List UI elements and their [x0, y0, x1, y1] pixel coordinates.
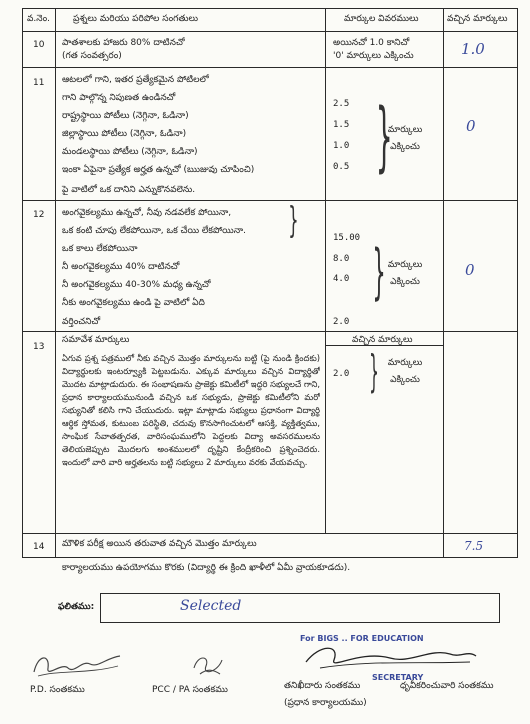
row13-paragraph: ఏగువ ప్రశ్న పత్రములో నీకు వచ్చిన మొత్తం మార్కులను బట్టి (పై నుండి క్రిందకు) విద్యార్థులకు ఇంటర్వ్యూకి పెట్టబడును. ఎక్కువ మార్కులు వచ్చిన విద్యార్థితో మొదట మాట్లాడుదురు. ఈ సంభాషణను ప్రాజెక్టు కమిటీలో ఇద్దరి సభ్యులచే గాని, ప్రధాన కార్యాలయమునుండి వచ్చిన ఒక సభ్యుడు, ప్రాజెక్టు కమిటీలోని మరో సభ్యునితో కలిసి గాని చేయుదురు. ఇట్లా మాట్లాడు సభ్యులు ప్రధానంగా విద్యార్థి ఆర్థిక స్తోమత, కుటుంబ పరిస్థితి, చదువు కొనసాగించుటలో ఆసక్తి, వ్యక్తిత్వము, సాంఘిక సేవాతత్పరత, వారిసంఘములోని పెద్దలకు విద్యా అవసరములను తెలియజెప్పుట మొదలగు అంశములలో దృష్టిని కేంద్రీకరించి ప్రశ్నించెదరు. ఇందులో వారి వారి అర్హతలను బట్టి సభ్యులు 2 మార్కులు వరకు వేయవచ్చు.: [62, 353, 320, 467]
row14-score: 7.5: [464, 539, 484, 553]
row12-value: 15.00: [333, 233, 361, 243]
row10-score: 1.0: [461, 40, 485, 58]
header-marks-obtained: వచ్చిన మార్కులు: [447, 14, 508, 24]
col-sep-3: [443, 8, 444, 558]
row11-line: రాష్ట్రస్థాయి పోటీలు (నెగ్గినా, ఓడినా): [62, 111, 189, 121]
row13-brace-label: [375, 357, 435, 387]
row13-value: 2.0: [333, 369, 350, 379]
result-box: [100, 593, 500, 623]
row10-detail: అయినచో 1.0 కానిచో: [333, 38, 410, 48]
result-label: ఫలితము:: [58, 602, 95, 612]
table-right-border: [517, 8, 518, 558]
office-use-note: కార్యాలయము ఉపయోగము కొరకు (విద్యార్థి ఈ క్రింది ఖాళీలో ఏమీ వ్రాయకూడదు).: [62, 563, 351, 573]
row13-title: సమావేశ మార్కులు: [62, 335, 130, 345]
row10-number: 10: [33, 40, 45, 50]
inspector-signature-label: తనిఖీదారు సంతకము: [284, 681, 361, 691]
row13-number: 13: [33, 342, 45, 352]
row14-text: మౌళిక పరీక్ష అయిన తరువాత వచ్చిన మొత్తం మార్కులు: [62, 539, 257, 549]
row14-number: 14: [33, 542, 45, 552]
row11-line: ఇంకా ఏపైనా ప్రత్యేక అర్హత ఉన్నచో (ఋజువు చూపించి): [62, 165, 255, 175]
row11-line: గాని పాల్గొన్న నిపుణత ఉండినచో: [62, 93, 176, 103]
row13-subheader: వచ్చిన మార్కులు: [352, 335, 413, 345]
row10-line: (గత సంవత్సరం): [62, 51, 122, 61]
row11-line: ఆటలలో గాని, ఇతర ప్రత్యేకమైన పోటిలలో: [62, 75, 209, 85]
row11-brace: }: [375, 91, 393, 180]
row12-value: 8.0: [333, 254, 350, 264]
row11-value: 1.5: [333, 120, 350, 130]
brace-label-line: మార్కులు: [387, 260, 423, 270]
stamp-bottom-text: SECRETARY: [372, 673, 424, 682]
col-sep-1: [55, 8, 56, 558]
brace-label-line: మార్కులు: [387, 125, 423, 135]
row12-brace: }: [372, 237, 386, 307]
row12-number: 12: [33, 210, 45, 220]
row12-brace-label: [375, 259, 435, 289]
row11-value: 2.5: [333, 99, 350, 109]
table-left-border: [22, 8, 23, 558]
header-marks-detail: మార్కుల వివరములు: [344, 14, 419, 24]
pd-signature: [28, 648, 128, 684]
row10-line: పాతశాలకు హాజరు 80% దాటినచో: [62, 38, 185, 48]
row12-value: 4.0: [333, 274, 350, 284]
row12-line: వర్తించనిచో: [62, 317, 101, 327]
row10-detail: '0' మార్కులు ఎక్కించు: [333, 51, 414, 61]
row11-line: జిల్లాస్థాయి పోటీలు (నెగ్గినా, ఓడినా): [62, 129, 187, 139]
row11-value: 0.5: [333, 162, 350, 172]
approver-signature-label: ధృవీకరించువారి సంతకము: [400, 681, 494, 691]
brace-label-line: ఎక్కించు: [390, 277, 420, 287]
stamp-top-text: For BIGS .. FOR EDUCATION: [300, 634, 424, 643]
brace-label-line: ఎక్కించు: [390, 142, 420, 152]
row11-brace-label: [375, 124, 435, 154]
row12-line: ఒక కంటి చూపు లేకపోయినా, ఒక చేయి లేకపోయినా.: [62, 226, 246, 236]
row13-brace: }: [369, 346, 379, 397]
secretary-signature: [300, 640, 480, 676]
hq-label: (ప్రధాన కార్యాలయము): [284, 698, 367, 708]
brace-label-line: ఎక్కించు: [390, 375, 420, 385]
row11-line: పై వాటిలో ఒక దానిని ఎన్నుకొనవలెను.: [62, 185, 196, 195]
row11-line: మండలస్థాయి పోటీలు (నెగ్గినా, ఓడినా): [62, 147, 198, 157]
row11-score: 0: [466, 117, 476, 135]
pcc-signature-label: PCC / PA సంతకము: [152, 685, 228, 695]
header-sno: వ.నెం.: [27, 14, 51, 24]
row12-line: నీ అంగవైకల్యము 40-30% మధ్య ఉన్నచో: [62, 280, 211, 290]
row11-number: 11: [33, 78, 45, 88]
pd-signature-label: P.D. సంతకము: [30, 685, 85, 695]
brace-label-line: మార్కులు: [387, 358, 423, 368]
row12-line: అంగవైకల్యము ఉన్నచో, నీవు నడవలేక పోయినా,: [62, 208, 232, 218]
row12-left-brace: }: [288, 200, 299, 241]
row11-value: 1.0: [333, 141, 350, 151]
header-criteria: ప్రశ్నలు మరియు పరిపోల సంగతులు: [73, 14, 199, 24]
pcc-signature: [188, 650, 228, 680]
row12-score: 0: [465, 261, 475, 279]
result-value: Selected: [180, 598, 242, 614]
row12-line: నీకు అంగవైకల్యము ఉండి పై వాటిలో ఏది: [62, 298, 205, 308]
col-sep-2: [325, 8, 326, 533]
row12-line: నీ అంగవైకల్యము 40% దాటినచో: [62, 262, 180, 272]
row12-value: 2.0: [333, 317, 350, 327]
row12-line: ఒక కాలు లేకపోయినా: [62, 244, 138, 254]
